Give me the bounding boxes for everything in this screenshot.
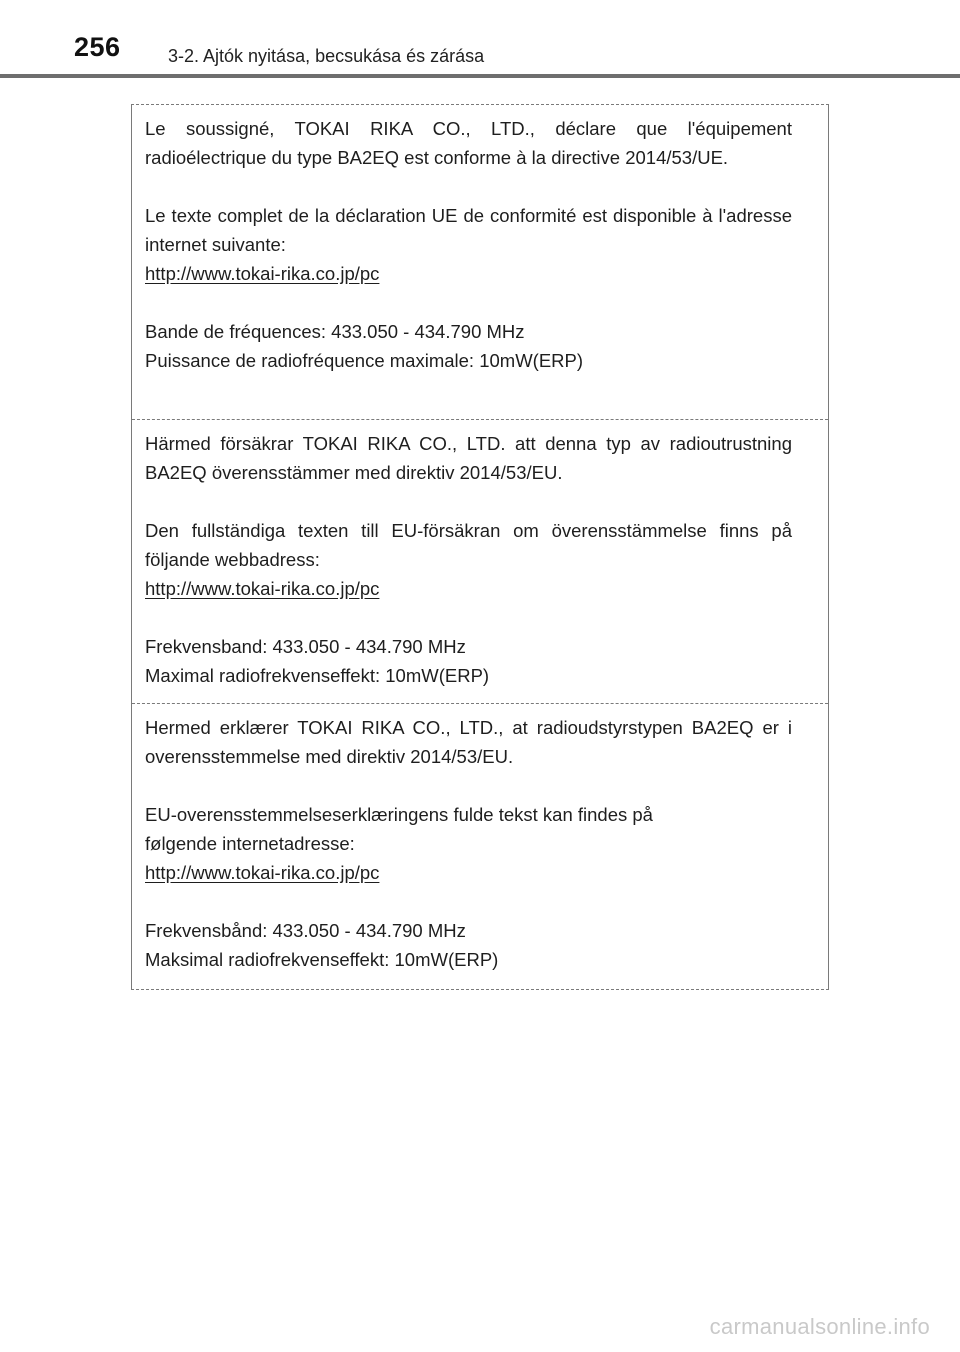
max-power: Maximal radiofrekvenseffekt: 10mW(ERP) [145,665,490,686]
header-rule [0,74,960,78]
frequency-band: Frekvensbånd: 433.050 - 434.790 MHz [145,920,466,941]
max-power: Maksimal radiofrekvenseffekt: 10mW(ERP) [145,949,499,970]
spacer [145,887,792,916]
declaration-statement: Le soussigné, TOKAI RIKA CO., LTD., déclare que l'équipement radioélectrique du type BA2EQ est conforme à la directive 2014/53/UE. [145,118,792,168]
fulltext-intro: Le texte complet de la déclaration UE de conformité est disponible à l'adresse internet suivante: [145,205,792,255]
watermark: carmanualsonline.info [709,1314,930,1339]
declaration-url-link[interactable]: http://www.tokai-rika.co.jp/pc [145,263,380,284]
section-title: 3-2. Ajtók nyitása, becsukása és zárása [168,46,485,66]
fulltext-intro-line2: følgende internetadresse: [145,833,355,854]
page-header [0,0,960,80]
declaration-statement: Hermed erklærer TOKAI RIKA CO., LTD., at radioudstyrstypen BA2EQ er i overensstemmelse med direktiv 2014/53/EU. [145,717,792,767]
declaration-url-link[interactable]: http://www.tokai-rika.co.jp/pc [145,578,380,599]
spacer [145,603,792,632]
spacer [145,288,792,317]
frequency-band: Bande de fréquences: 433.050 - 434.790 MHz [145,321,525,342]
frequency-band: Frekvensband: 433.050 - 434.790 MHz [145,636,466,657]
declaration-danish [132,704,828,989]
spacer [145,487,792,516]
declarations-box [131,104,829,990]
max-power: Puissance de radiofréquence maximale: 10mW(ERP) [145,350,584,371]
declaration-url-link[interactable]: http://www.tokai-rika.co.jp/pc [145,862,380,883]
page-number: 256 [74,32,121,62]
spacer [145,771,792,800]
declaration-french [132,105,828,420]
declaration-statement: Härmed försäkrar TOKAI RIKA CO., LTD. att denna typ av radioutrustning BA2EQ överensstämmer med direktiv 2014/53/EU. [145,433,792,483]
spacer [145,172,792,201]
declaration-swedish [132,420,828,704]
fulltext-intro-line1: EU-overensstemmelseserklæringens fulde tekst kan findes på [145,804,653,825]
fulltext-intro: Den fullständiga texten till EU-försäkran om överensstämmelse finns på följande webbadress: [145,520,792,570]
